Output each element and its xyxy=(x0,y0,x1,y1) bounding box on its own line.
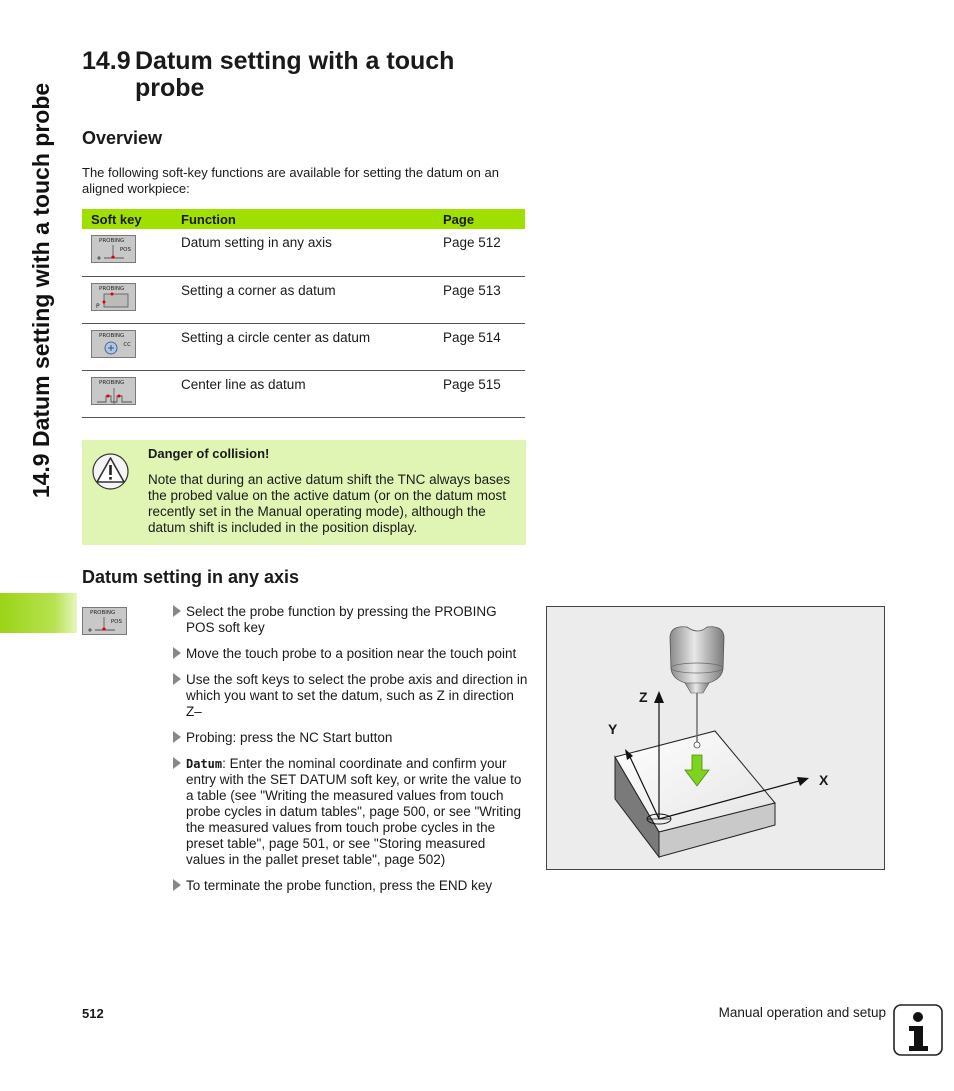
info-icon xyxy=(893,1004,943,1056)
softkey-cell xyxy=(82,370,181,417)
probing-pos-softkey-icon: PROBING POS xyxy=(91,235,136,263)
function-cell: Setting a corner as datum xyxy=(181,276,443,323)
step-item: Use the soft keys to select the probe axis and direction in which you want to set the datum, such as Z in direction Z– xyxy=(173,672,528,720)
axis-z-label: Z xyxy=(639,689,648,705)
overview-intro: The following soft-key functions are available for setting the datum on an aligned workpiece: xyxy=(82,165,499,196)
step-item: Datum: Enter the nominal coordinate and confirm your entry with the SET DATUM soft key, or write the value to a table (see "Writing the measured values from touch probe cycles in datum tables", page 500, or see "Writing the measured values from touch probe cycles in the preset table", page 501, or see "Storing measured values in the pallet preset table", page 502) xyxy=(173,756,528,868)
page-number: 512 xyxy=(82,1006,104,1021)
probing-cc-softkey-icon: PROBING CC xyxy=(91,330,136,358)
table-row xyxy=(82,370,525,417)
function-cell: Center line as datum xyxy=(181,370,443,417)
danger-text: Note that during an active datum shift the TNC always bases the probed value on the active datum (or on the datum most recently set in the Manual operating mode), although the datum shift is included in the position display. xyxy=(148,472,511,535)
function-cell: Setting a circle center as datum xyxy=(181,323,443,370)
probing-corner-softkey-icon: PROBING P xyxy=(91,283,136,311)
page-cell: Page 512 xyxy=(443,229,525,276)
axis-y-label: Y xyxy=(608,721,618,737)
side-chapter-tab xyxy=(0,593,77,633)
softkey-cell xyxy=(82,323,181,370)
page-cell: Page 513 xyxy=(443,276,525,323)
table-header-row xyxy=(82,209,525,229)
probing-pos-softkey-icon: PROBING POS xyxy=(82,607,127,635)
title-line-2: probe xyxy=(135,74,205,102)
table-row xyxy=(82,276,525,323)
touch-probe-illustration xyxy=(546,606,885,870)
step-arrow-icon xyxy=(173,673,181,685)
step-arrow-icon xyxy=(173,647,181,659)
datum-code: Datum xyxy=(186,757,223,771)
softkey-cell xyxy=(82,229,181,276)
step-item: Move the touch probe to a position near the touch point xyxy=(173,646,528,662)
step-item: Probing: press the NC Start button xyxy=(173,730,528,746)
section-heading: Datum setting in any axis xyxy=(82,567,300,587)
step-item: To terminate the probe function, press the END key xyxy=(173,878,528,894)
danger-notice xyxy=(82,440,526,545)
warning-icon xyxy=(92,453,129,490)
section-number: 14.9 xyxy=(82,47,131,75)
step-item: Select the probe function by pressing the PROBING POS soft key xyxy=(173,604,528,636)
step-arrow-icon xyxy=(173,731,181,743)
col-header-softkey: Soft key xyxy=(82,209,181,229)
softkey-table xyxy=(82,209,525,418)
probing-centerline-softkey-icon: PROBING xyxy=(91,377,136,405)
svg-text:P: P xyxy=(96,302,100,310)
page-title xyxy=(82,48,454,102)
procedure-steps xyxy=(173,604,528,904)
overview-heading: Overview xyxy=(82,128,163,148)
page-cell: Page 515 xyxy=(443,370,525,417)
title-line-1: Datum setting with a touch xyxy=(135,47,455,75)
step-arrow-icon xyxy=(173,757,181,769)
page-cell: Page 514 xyxy=(443,323,525,370)
step-arrow-icon xyxy=(173,879,181,891)
table-row xyxy=(82,323,525,370)
table-row xyxy=(82,229,525,276)
axis-x-label: X xyxy=(819,772,829,788)
col-header-function: Function xyxy=(181,209,443,229)
side-chapter-title: 14.9 Datum setting with a touch probe xyxy=(28,82,55,498)
function-cell: Datum setting in any axis xyxy=(181,229,443,276)
step-arrow-icon xyxy=(173,605,181,617)
col-header-page: Page xyxy=(443,209,525,229)
footer-chapter: Manual operation and setup xyxy=(718,1005,886,1020)
softkey-cell xyxy=(82,276,181,323)
danger-title: Danger of collision! xyxy=(148,446,270,461)
